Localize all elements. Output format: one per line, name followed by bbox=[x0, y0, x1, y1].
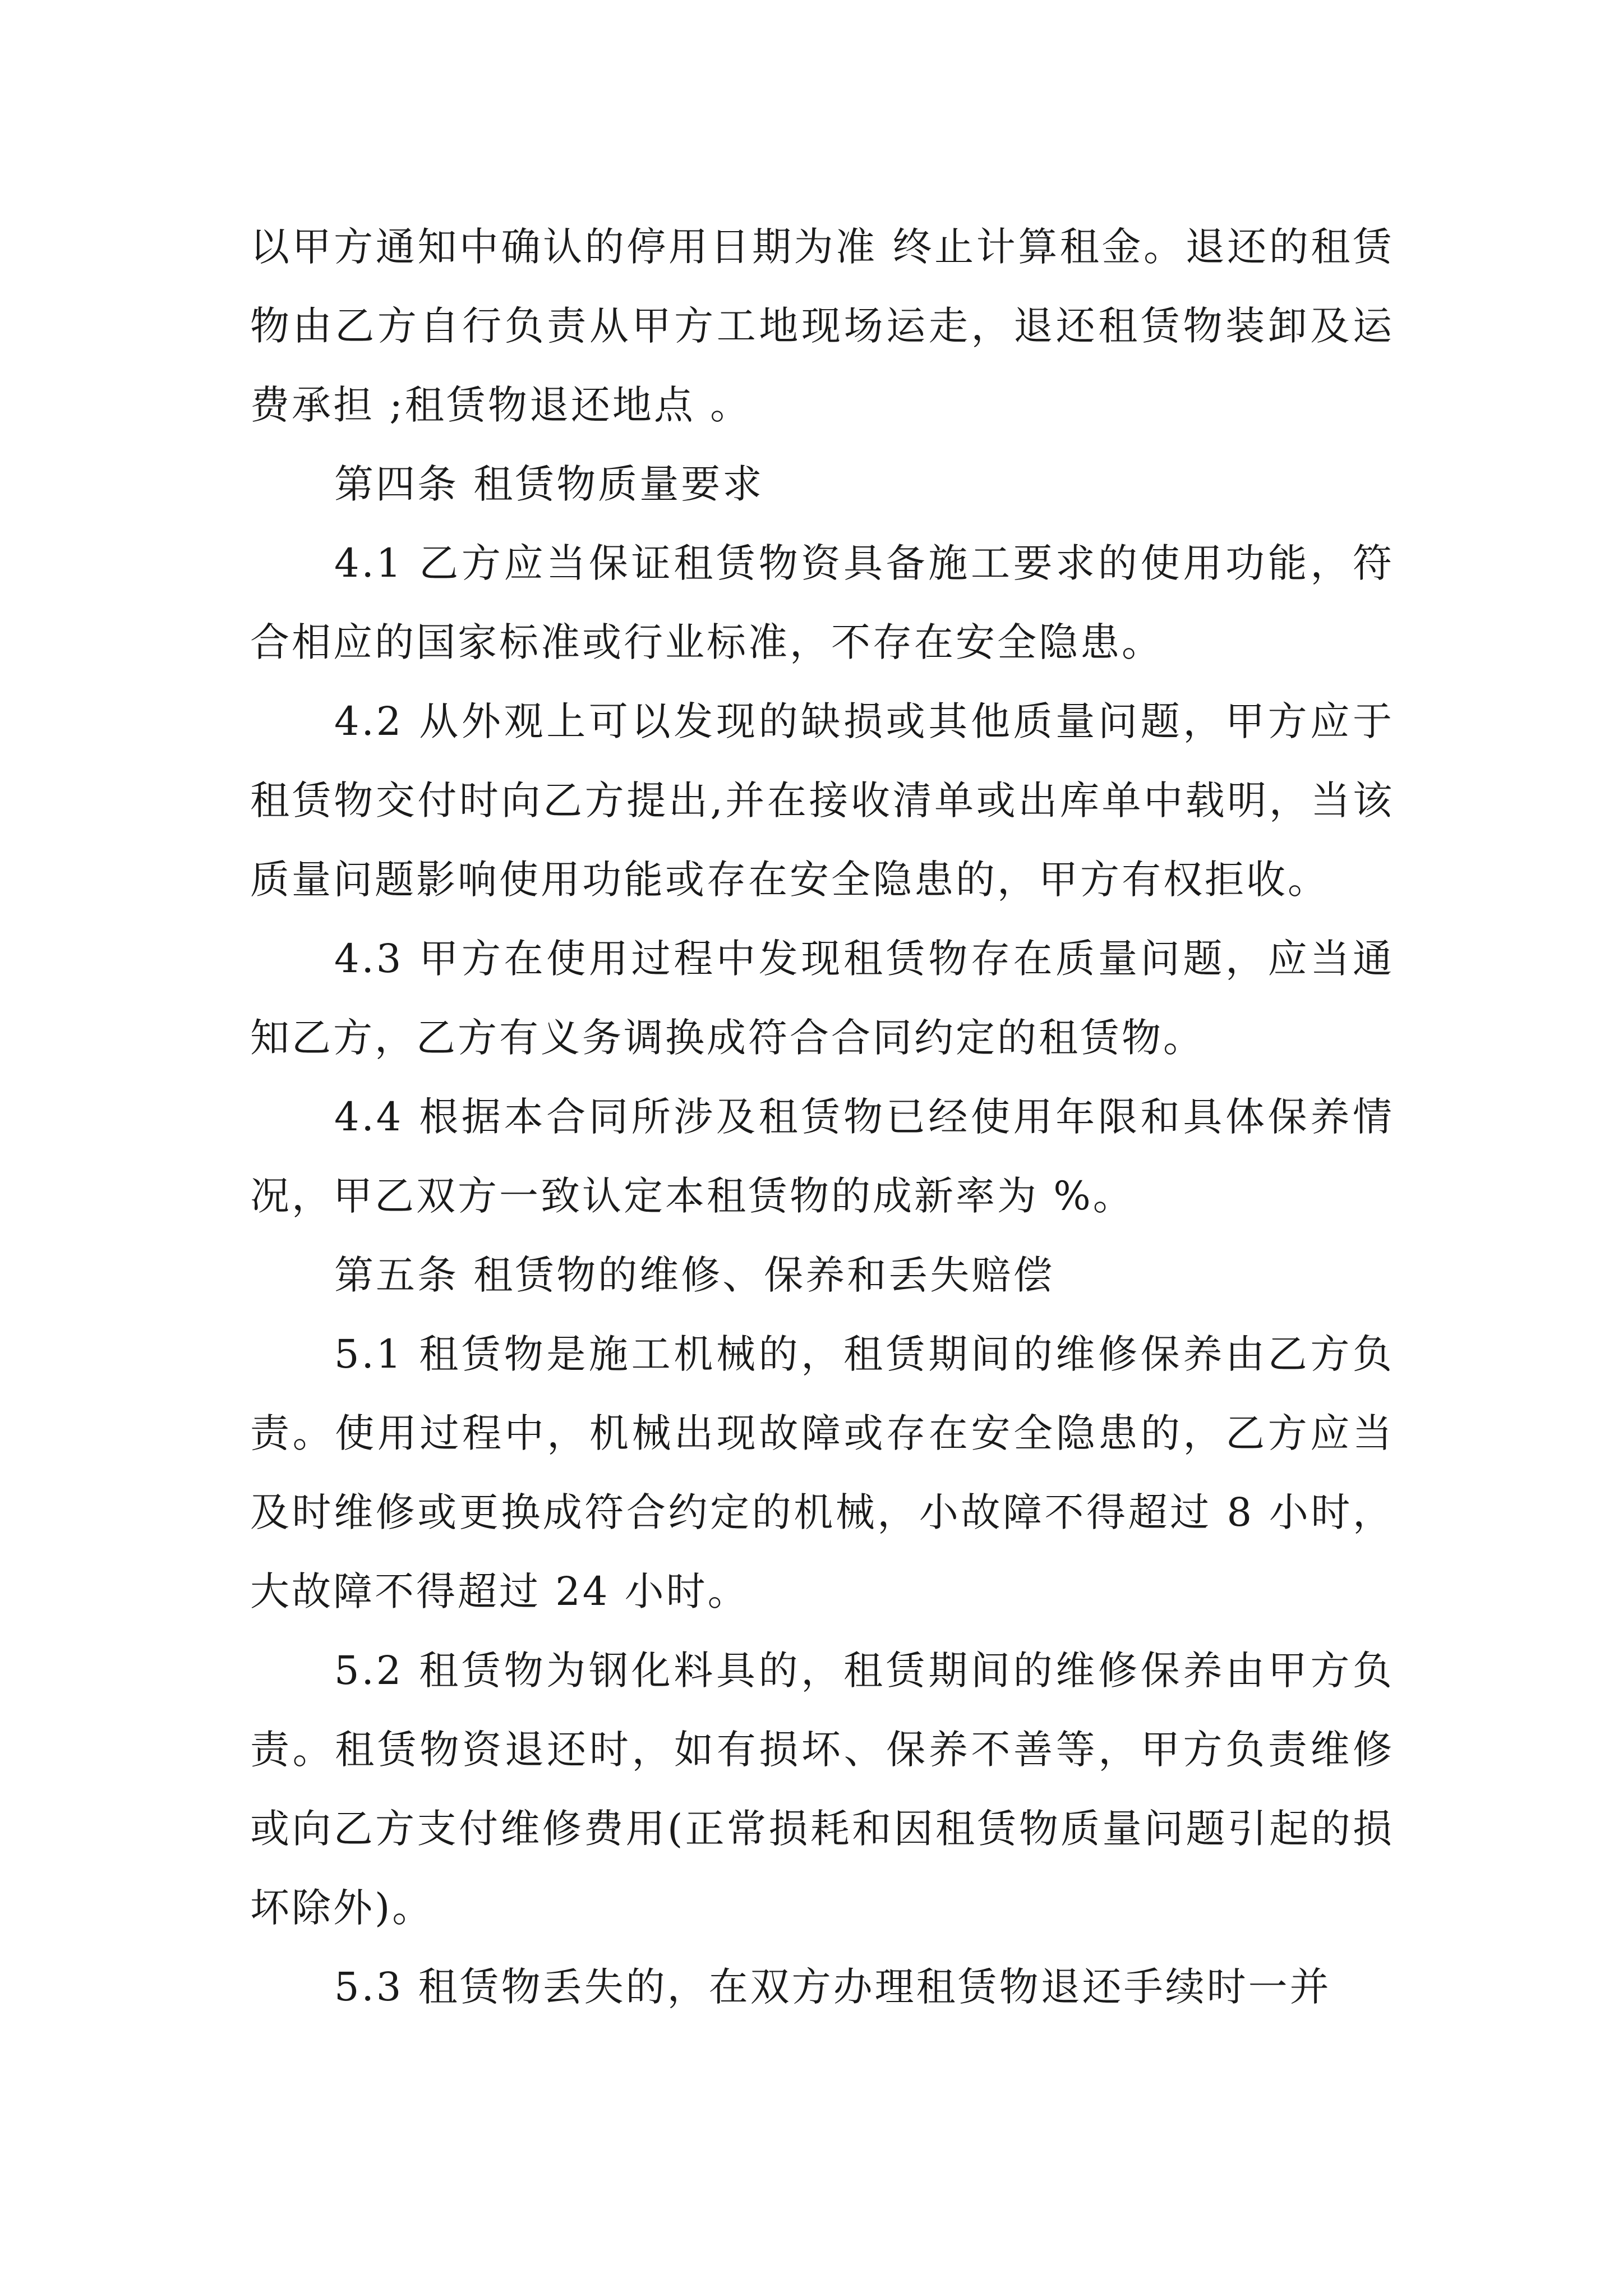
clause-5-2: 5.2 租赁物为钢化料具的，租赁期间的维修保养由甲方负责。租赁物资退还时，如有损坏、保养不善等，甲方负责维修或向乙方支付维修费用(正常损耗和因租赁物质量问题引起的损坏除外)。 bbox=[250, 1648, 1394, 1931]
clause-4-1: 4.1 乙方应当保证租赁物资具备施工要求的使用功能，符合相应的国家标准或行业标准，不存在安全隐患。 bbox=[250, 540, 1394, 665]
document-body bbox=[250, 208, 1394, 2027]
clause-4-4: 4.4 根据本合同所涉及租赁物已经使用年限和具体保养情况，甲乙双方一致认定本租赁物的成新率为 %。 bbox=[250, 1094, 1394, 1219]
article-4-heading: 第四条 租赁物质量要求 bbox=[334, 461, 764, 507]
clause-4-2: 4.2 从外观上可以发现的缺损或其他质量问题，甲方应于租赁物交付时向乙方提出,并在接收清单或出库单中载明，当该质量问题影响使用功能或存在安全隐患的，甲方有权拒收。 bbox=[250, 698, 1394, 903]
paragraph-continuation: 以甲方通知中确认的停用日期为准 终止计算租金。退还的租赁物由乙方自行负责从甲方工地现场运走，退还租赁物装卸及运费承担 ;租赁物退还地点 。 bbox=[250, 224, 1394, 428]
clause-4-3: 4.3 甲方在使用过程中发现租赁物存在质量问题，应当通知乙方，乙方有义务调换成符合合同约定的租赁物。 bbox=[250, 936, 1394, 1061]
clause-5-1: 5.1 租赁物是施工机械的，租赁期间的维修保养由乙方负责。使用过程中，机械出现故障或存在安全隐患的，乙方应当及时维修或更换成符合约定的机械，小故障不得超过 8 小时，大故障不得超过 24 小时。 bbox=[250, 1331, 1394, 1614]
article-5-heading: 第五条 租赁物的维修、保养和丢失赔偿 bbox=[334, 1252, 1055, 1298]
clause-5-3: 5.3 租赁物丢失的，在双方办理租赁物退还手续时一并 bbox=[334, 1964, 1331, 2010]
